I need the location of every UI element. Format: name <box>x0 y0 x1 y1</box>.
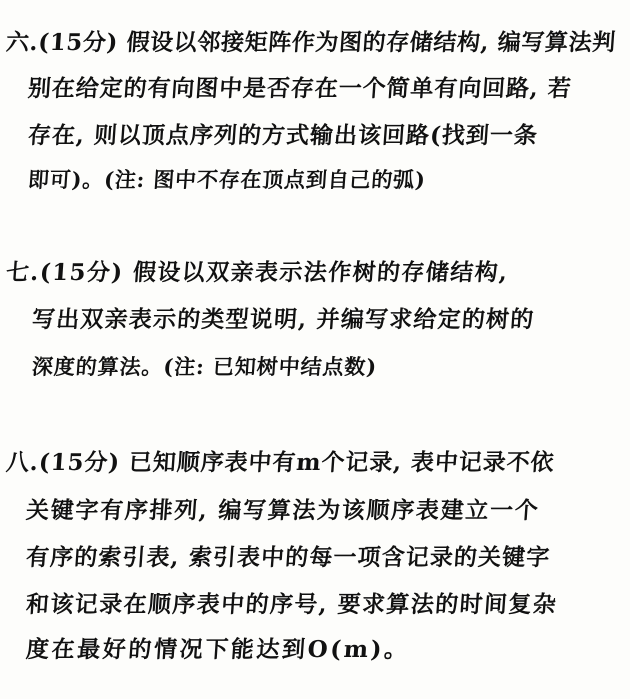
question-7-line-1: 七.(15分) 假设以双亲表示法作树的存储结构, <box>5 259 510 286</box>
question-8-line-4: 和该记录在顺序表中的序号, 要求算法的时间复杂 <box>25 591 559 618</box>
question-6-line-1: 六.(15分) 假设以邻接矩阵作为图的存储结构, 编写算法判 <box>5 29 617 56</box>
question-7-line-3: 深度的算法。(注: 已知树中结点数) <box>31 354 379 379</box>
question-6-line-3: 存在, 则以顶点序列的方式输出该回路(找到一条 <box>27 122 539 149</box>
question-7-line-2: 写出双亲表示的类型说明, 并编写求给定的树的 <box>31 306 536 333</box>
question-8-line-3: 有序的索引表, 索引表中的每一项含记录的关键字 <box>25 544 552 571</box>
question-6-line-2: 别在给定的有向图中是否存在一个简单有向回路, 若 <box>27 75 573 102</box>
question-6-line-4: 即可)。(注: 图中不存在顶点到自己的弧) <box>27 167 427 192</box>
question-8-line-1: 八.(15分) 已知顺序表中有m个记录, 表中记录不依 <box>5 449 556 476</box>
question-8-line-2: 关键字有序排列, 编写算法为该顺序表建立一个 <box>25 497 541 524</box>
question-8-line-5: 度在最好的情况下能达到O(m)。 <box>25 636 411 663</box>
